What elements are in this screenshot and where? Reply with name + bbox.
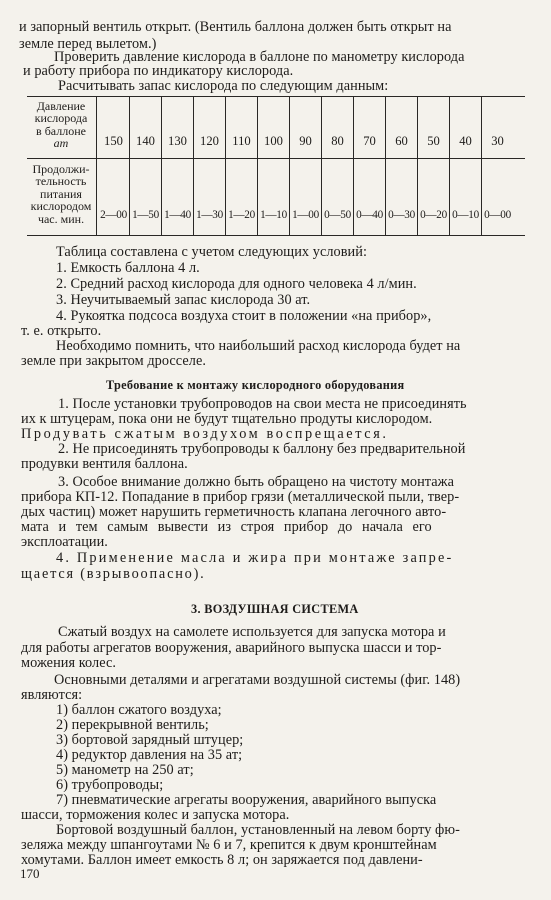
mounting-line: эксплоатации. xyxy=(21,534,108,550)
mounting-line: продувки вентиля баллона. xyxy=(21,456,188,472)
air-system-line: хомутами. Баллон имеет емкость 8 л; он заряжается под давлени- xyxy=(21,852,423,868)
air-system-item: 5) манометр на 250 ат; xyxy=(56,762,194,778)
intro-line: Расчитывать запас кислорода по следующим данным: xyxy=(58,78,389,94)
air-system-line: являются: xyxy=(21,687,83,703)
duration-cell: 2—00 xyxy=(100,209,127,221)
duration-cell: 1—00 xyxy=(292,209,319,221)
duration-cell: 1—40 xyxy=(164,209,191,221)
conditions-line: 3. Неучитываемый запас кислорода 30 ат. xyxy=(56,292,311,308)
air-system-line: Основными деталями и агрегатами воздушной системы (фиг. 148) xyxy=(54,672,461,688)
pressure-cell: 50 xyxy=(427,134,440,148)
mounting-line: 4. Применение масла и жира при монтаже запре- xyxy=(56,550,454,566)
air-system-line: Сжатый воздух на самолете используется для запуска мотора и xyxy=(58,624,446,640)
duration-cell: 0—40 xyxy=(356,209,383,221)
duration-cell: 1—30 xyxy=(196,209,223,221)
pressure-cell: 110 xyxy=(232,134,251,148)
air-system-item: 6) трубопроводы; xyxy=(56,777,164,793)
pressure-cell: 120 xyxy=(200,134,219,148)
mounting-line: дых частиц) может нарушить герметичность клапана легочного авто- xyxy=(21,504,447,520)
air-system-line: шасси, торможения колес и запуска мотора. xyxy=(21,807,290,823)
air-system-item: 2) перекрывной вентиль; xyxy=(56,717,209,733)
pressure-cell: 100 xyxy=(264,134,283,148)
air-system-item: 3) бортовой зарядный штуцер; xyxy=(56,732,244,748)
intro-line: Проверить давление кислорода в баллоне по манометру кислорода xyxy=(54,49,465,65)
pressure-cell: 130 xyxy=(168,134,187,148)
pressure-cell: 150 xyxy=(104,134,123,148)
mounting-heading: Требование к монтажу кислородного оборудования xyxy=(106,378,405,392)
oxygen-duration-table xyxy=(27,96,525,236)
air-system-item: 1) баллон сжатого воздуха; xyxy=(56,702,222,718)
conditions-line: Необходимо помнить, что наибольший расход кислорода будет на xyxy=(56,338,461,354)
air-system-line: для работы агрегатов вооружения, аварийного выпуска шасси и тор- xyxy=(21,640,442,656)
intro-line: и работу прибора по индикатору кислорода. xyxy=(23,63,294,79)
air-system-item: 4) редуктор давления на 35 ат; xyxy=(56,747,243,763)
mounting-line: щается (взрывоопасно). xyxy=(21,566,206,582)
pressure-cell: 140 xyxy=(136,134,155,148)
mounting-line: Продувать сжатым воздухом воспрещается. xyxy=(21,426,389,442)
intro-line: и запорный вентиль открыт. (Вентиль баллона должен быть открыт на xyxy=(19,19,452,35)
row-label-duration: Продолжи- тельность питания кислородом час. мин. xyxy=(30,162,92,226)
duration-cell: 0—00 xyxy=(484,209,511,221)
air-system-heading: 3. ВОЗДУШНАЯ СИСТЕМА xyxy=(191,602,359,616)
mounting-line: 3. Особое внимание должно быть обращено на чистоту монтажа xyxy=(58,474,454,490)
pressure-cell: 80 xyxy=(331,134,344,148)
mounting-line: их к штуцерам, пока они не будут тщательно продуты кислородом. xyxy=(21,411,433,427)
conditions-line: земле при закрытом дросселе. xyxy=(21,353,206,369)
pressure-cell: 90 xyxy=(299,134,312,148)
mounting-line: прибора КП-12. Попадание в прибор грязи (металлической пыли, твер- xyxy=(21,489,460,505)
mounting-line: мата и тем самым вывести из строя прибор до начала его xyxy=(21,519,432,535)
duration-cell: 1—50 xyxy=(132,209,159,221)
duration-cell: 0—20 xyxy=(420,209,447,221)
mounting-line: 2. Не присоединять трубопроводы к баллону без предварительной xyxy=(58,441,466,457)
air-system-line: можения колес. xyxy=(21,655,116,671)
air-system-line: Бортовой воздушный баллон, установленный на левом борту фю- xyxy=(56,822,460,838)
duration-cell: 0—50 xyxy=(324,209,351,221)
row-label-pressure: Давление кислорода в баллоне ат xyxy=(34,99,88,151)
page-number: 170 xyxy=(20,866,40,881)
pressure-cell: 60 xyxy=(395,134,408,148)
conditions-line: Таблица составлена с учетом следующих условий: xyxy=(56,244,367,260)
conditions-line: 2. Средний расход кислорода для одного человека 4 л/мин. xyxy=(56,276,417,292)
air-system-line: зеляжа между шпангоутами № 6 и 7, крепится к двум кронштейнам xyxy=(21,837,437,853)
air-system-item: 7) пневматические агрегаты вооружения, аварийного выпуска xyxy=(56,792,437,808)
conditions-line: 4. Рукоятка подсоса воздуха стоит в положении «на прибор», xyxy=(56,308,432,324)
pressure-cell: 40 xyxy=(459,134,472,148)
conditions-line: т. е. открыто. xyxy=(21,323,102,339)
duration-cell: 1—20 xyxy=(228,209,255,221)
mounting-line: 1. После установки трубопроводов на свои места не присоединять xyxy=(58,396,467,412)
pressure-cell: 70 xyxy=(363,134,376,148)
conditions-line: 1. Емкость баллона 4 л. xyxy=(56,260,200,276)
duration-cell: 0—30 xyxy=(388,209,415,221)
intro-line: земле перед вылетом.) xyxy=(19,36,157,52)
duration-cell: 1—10 xyxy=(260,209,287,221)
duration-cell: 0—10 xyxy=(452,209,479,221)
pressure-cell: 30 xyxy=(491,134,504,148)
